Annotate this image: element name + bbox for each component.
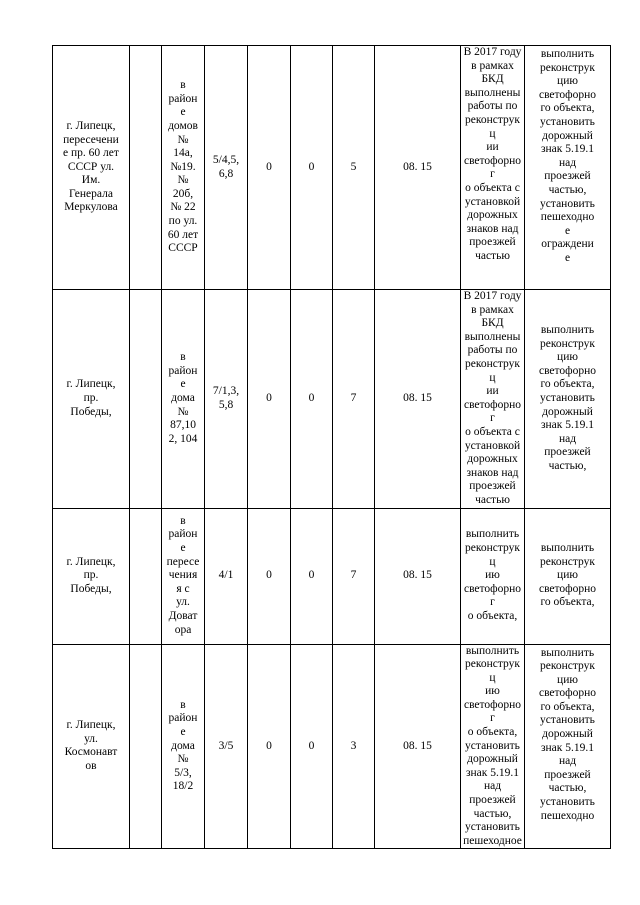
date-cell: 08. 15 — [375, 644, 461, 849]
count-a-cell: 0 — [248, 644, 291, 849]
reference-cell: 4/1 — [205, 508, 248, 644]
action-cell: выполнить реконструк цию светофорно го объекта, установить дорожный знак 5.19.1 над проезжей частью, — [525, 290, 611, 509]
count-c-cell: 7 — [333, 508, 375, 644]
location-cell: в район е пересе чения я с ул. Доват ора — [162, 508, 205, 644]
location-cell: в район е дома № 5/3, 18/2 — [162, 644, 205, 849]
action-cell: выполнить реконструк цию светофорно го объекта, — [525, 508, 611, 644]
description-cell: выполнить реконструкц ию светофорног о объекта, установить дорожный знак 5.19.1 над проезжей частью, установить пешеходное — [461, 644, 525, 849]
date-cell: 08. 15 — [375, 290, 461, 509]
empty-cell — [130, 46, 162, 290]
count-c-cell: 5 — [333, 46, 375, 290]
address-cell: г. Липецк, пр. Победы, — [53, 508, 130, 644]
count-b-cell: 0 — [291, 290, 333, 509]
table-row — [53, 644, 611, 849]
count-c-cell: 7 — [333, 290, 375, 509]
table-row — [53, 290, 611, 509]
count-b-cell: 0 — [291, 644, 333, 849]
location-cell: в район е дома № 87,10 2, 104 — [162, 290, 205, 509]
empty-cell — [130, 290, 162, 509]
action-cell: выполнить реконструк цию светофорно го объекта, установить дорожный знак 5.19.1 над проезжей частью, установить пешеходно е ограждени е — [525, 46, 611, 290]
address-cell: г. Липецк, ул. Космонавт ов — [53, 644, 130, 849]
empty-cell — [130, 508, 162, 644]
date-cell: 08. 15 — [375, 508, 461, 644]
address-cell: г. Липецк, пересечени е пр. 60 лет СССР ул. Им. Генерала Меркулова — [53, 46, 130, 290]
location-cell: в район е домов № 14а, №19. № 20б, № 22 по ул. 60 лет СССР — [162, 46, 205, 290]
count-a-cell: 0 — [248, 46, 291, 290]
reference-cell: 3/5 — [205, 644, 248, 849]
count-a-cell: 0 — [248, 508, 291, 644]
count-a-cell: 0 — [248, 290, 291, 509]
description-cell: выполнить реконструкц ию светофорног о объекта, — [461, 508, 525, 644]
address-cell: г. Липецк, пр. Победы, — [53, 290, 130, 509]
reference-cell: 5/4,5, 6,8 — [205, 46, 248, 290]
measures-table — [52, 45, 611, 849]
count-b-cell: 0 — [291, 508, 333, 644]
table-row — [53, 46, 611, 290]
description-cell: В 2017 году в рамках БКД выполнены работы по реконструкц ии светофорног о объекта с установкой дорожных знаков над проезжей частью — [461, 46, 525, 290]
action-cell: выполнить реконструк цию светофорно го объекта, установить дорожный знак 5.19.1 над проезжей частью, установить пешеходно — [525, 644, 611, 849]
table-row — [53, 508, 611, 644]
date-cell: 08. 15 — [375, 46, 461, 290]
description-cell: В 2017 году в рамках БКД выполнены работы по реконструкц ии светофорног о объекта с установкой дорожных знаков над проезжей частью — [461, 290, 525, 509]
count-b-cell: 0 — [291, 46, 333, 290]
count-c-cell: 3 — [333, 644, 375, 849]
reference-cell: 7/1,3, 5,8 — [205, 290, 248, 509]
empty-cell — [130, 644, 162, 849]
